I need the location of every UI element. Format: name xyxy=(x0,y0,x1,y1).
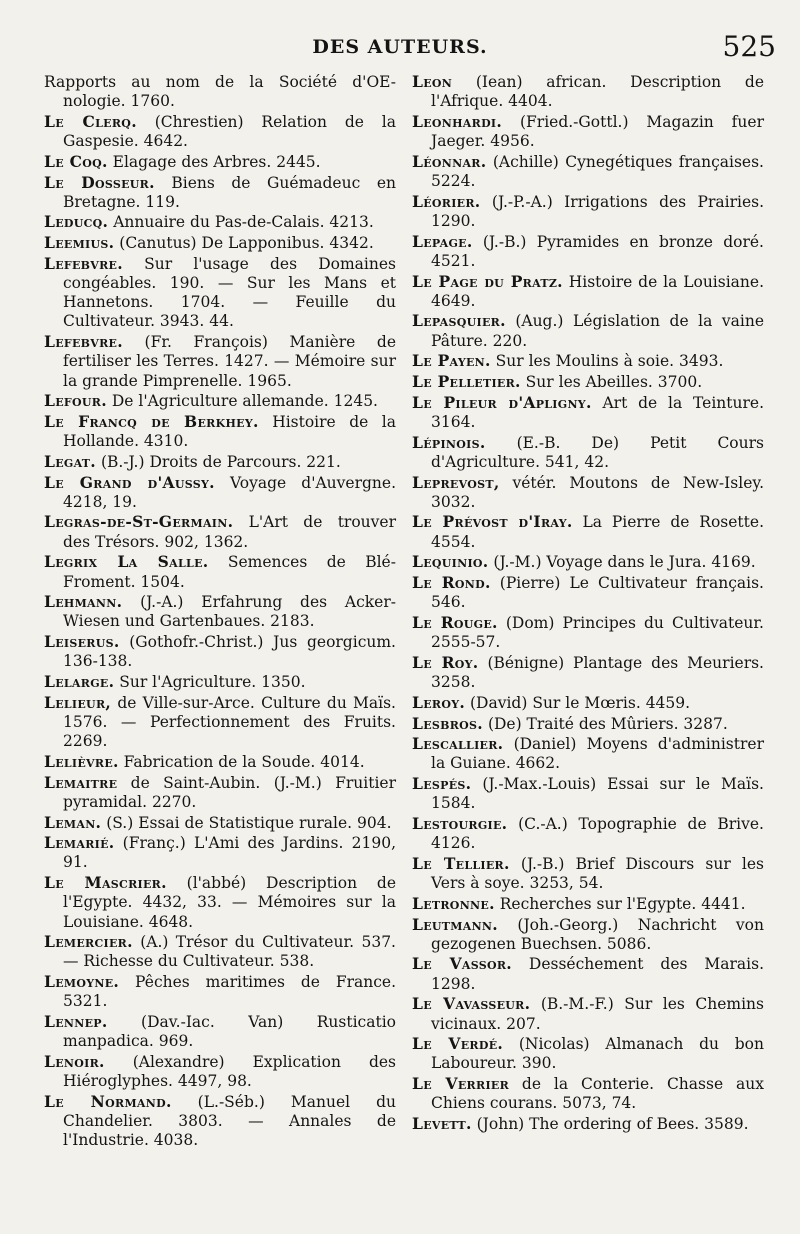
index-entry xyxy=(412,613,764,652)
entry-text: (Aug.) Législation de la vaine Pâture. 220. xyxy=(431,312,764,350)
index-entry xyxy=(44,752,396,772)
author-name: Leducq. xyxy=(44,212,109,232)
entry-text: Histoire de la Louisiane. 4649. xyxy=(431,272,764,310)
author-name: Le Pelletier. xyxy=(412,372,521,392)
author-name: Lemoyne. xyxy=(44,972,120,992)
entry-text: Rapports au nom de la Société d'OE-nologie. 1760. xyxy=(44,73,396,111)
index-entry xyxy=(44,254,396,332)
entry-text: (Iean) african. Description de l'Afrique. 4404. xyxy=(431,73,764,111)
entry-text: (Pierre) Le Cultivateur français. 546. xyxy=(431,574,764,612)
entry-text: Annuaire du Pas-de-Calais. 4213. xyxy=(113,213,374,232)
index-entry xyxy=(412,954,764,993)
index-entry xyxy=(44,1092,396,1151)
author-name: Legras-de-St-Germain. xyxy=(44,512,234,532)
index-entry xyxy=(44,972,396,1011)
entry-text: (J.-A.) Erfahrung des Acker-Wiesen und Gartenbaues. 2183. xyxy=(63,593,396,631)
entry-text: vétér. Moutons de New-Isley. 3032. xyxy=(431,473,764,511)
author-name: Le Rond. xyxy=(412,573,491,593)
entry-text: (C.-A.) Topographie de Brive. 4126. xyxy=(431,815,764,853)
author-name: Legat. xyxy=(44,451,96,471)
author-name: Le Normand. xyxy=(44,1091,172,1111)
index-entry xyxy=(412,372,764,392)
entry-text: (J.-P.-A.) Irrigations des Prairies. 1290. xyxy=(431,192,764,230)
entry-text: Art de la Teinture. 3164. xyxy=(431,393,764,431)
author-name: Le Coq. xyxy=(44,151,108,171)
index-entry xyxy=(44,833,396,872)
entry-text: de Saint-Aubin. (J.-M.) Fruitier pyramidal. 2270. xyxy=(63,773,396,811)
author-name: Legrix La Salle. xyxy=(44,552,209,572)
author-name: Le Rouge. xyxy=(412,612,498,632)
entry-text: (E.-B. De) Petit Cours d'Agriculture. 541, 42. xyxy=(431,433,764,471)
entry-text: (Gothofr.-Christ.) Jus georgicum. 136-138. xyxy=(63,633,396,671)
author-name: Lefebvre. xyxy=(44,253,123,273)
index-entry xyxy=(44,672,396,692)
entry-text: Biens de Guémadeuc en Bretagne. 119. xyxy=(63,173,396,211)
author-name: Lemarié. xyxy=(44,833,115,853)
entry-text: (Dom) Principes du Cultivateur. 2555-57. xyxy=(431,613,764,652)
page-number: 525 xyxy=(722,30,776,63)
author-name: Letronne. xyxy=(412,893,495,913)
entry-text: Desséchement des Marais. 1298. xyxy=(431,955,764,993)
entry-text: (Canutus) De Lapponibus. 4342. xyxy=(119,234,374,253)
entry-text: (Joh.-Georg.) Nachricht von gezogenen Buechsen. 5086. xyxy=(431,915,764,953)
author-name: Leon xyxy=(412,72,453,91)
author-name: Levett. xyxy=(412,1114,472,1134)
entry-text: (De) Traité des Mûriers. 3287. xyxy=(487,714,728,733)
index-entry xyxy=(412,1114,764,1134)
entry-text: Recherches sur l'Egypte. 4441. xyxy=(499,894,746,913)
entry-text: Sur l'usage des Domaines congéables. 190. — Sur les Mans et Hannetons. 1704. — Feuille du Cultivateur. 3943. 44. xyxy=(63,254,396,331)
index-entry xyxy=(412,311,764,350)
entry-text: La Pierre de Rosette. 4554. xyxy=(431,513,764,551)
author-name: Le Verrier xyxy=(412,1074,510,1094)
author-name: Léonnar. xyxy=(412,151,487,171)
entry-text: Pêches maritimes de France. 5321. xyxy=(63,973,396,1011)
author-name: Lelarge. xyxy=(44,672,115,692)
entry-text: (Chrestien) Relation de la Gaspesie. 4642. xyxy=(63,112,396,151)
entry-text: (l'abbé) Description de l'Egypte. 4432, 33. — Mémoires sur la Louisiane. 4648. xyxy=(63,874,396,931)
entry-text: Sur l'Agriculture. 1350. xyxy=(119,673,306,692)
entry-text: (B.-M.-F.) Sur les Chemins vicinaux. 207. xyxy=(431,995,764,1033)
author-name: Le Vassor. xyxy=(412,954,512,974)
entry-text: (S.) Essai de Statistique rurale. 904. xyxy=(106,813,392,832)
index-entry xyxy=(412,1034,764,1073)
entry-text: L'Art de trouver des Trésors. 902, 1362. xyxy=(63,513,396,551)
entry-text: (Fr. François) Manière de fertiliser les Terres. 1427. — Mémoire sur la grande Pimprenelle. 1965. xyxy=(63,333,396,390)
author-name: Leprevost, xyxy=(412,472,500,492)
index-entry xyxy=(44,412,396,451)
author-name: Le Dosseur. xyxy=(44,172,155,192)
index-entry xyxy=(412,552,764,572)
index-entry xyxy=(412,894,764,914)
entry-text: (John) The ordering of Bees. 3589. xyxy=(476,1115,749,1134)
entry-text: Voyage d'Auvergne. 4218, 19. xyxy=(63,473,396,511)
index-entry xyxy=(412,72,764,111)
author-name: Lenoir. xyxy=(44,1051,105,1071)
index-entry xyxy=(44,1052,396,1091)
index-entry xyxy=(412,915,764,954)
index-entry xyxy=(412,152,764,191)
author-name: Lestourgie. xyxy=(412,814,508,834)
entry-text: de Ville-sur-Arce. Culture du Maïs. 1576. — Perfectionnement des Fruits. 2269. xyxy=(63,693,396,751)
author-name: Lepasquier. xyxy=(412,311,506,331)
index-entry xyxy=(412,433,764,472)
author-name: Lehmann. xyxy=(44,592,123,612)
entry-text: Histoire de la Hollande. 4310. xyxy=(63,412,396,451)
entry-text: (Nicolas) Almanach du bon Laboureur. 390. xyxy=(431,1035,764,1073)
index-entry xyxy=(44,813,396,833)
entry-text: (Dav.-Iac. Van) Rusticatio manpadica. 969. xyxy=(63,1013,396,1051)
index-entry xyxy=(44,773,396,812)
right-column xyxy=(412,72,764,1135)
entry-text: (Bénigne) Plantage des Meuriers. 3258. xyxy=(431,653,764,692)
author-name: Le Payen. xyxy=(412,351,491,371)
index-entry xyxy=(412,272,764,311)
author-name: Leman. xyxy=(44,812,102,832)
author-name: Le Page du Pratz. xyxy=(412,271,563,291)
index-entry xyxy=(44,233,396,253)
entry-text: De l'Agriculture allemande. 1245. xyxy=(111,392,378,411)
index-entry xyxy=(412,994,764,1033)
author-name: Le Clerq. xyxy=(44,111,137,131)
author-name: Lescallier. xyxy=(412,734,504,754)
left-column xyxy=(44,72,396,1151)
author-name: Le Prévost d'Iray. xyxy=(412,512,573,532)
index-entry xyxy=(44,173,396,212)
author-name: Lelièvre. xyxy=(44,751,119,771)
running-head xyxy=(0,30,800,64)
author-name: Lefour. xyxy=(44,391,107,411)
author-name: Leroy. xyxy=(412,692,466,712)
index-entry xyxy=(44,932,396,971)
entry-text: (L.-Séb.) Manuel du Chandelier. 3803. — Annales de l'Industrie. 4038. xyxy=(63,1092,396,1150)
index-entry xyxy=(412,473,764,512)
index-entry xyxy=(412,693,764,713)
index-entry xyxy=(412,714,764,734)
entry-text: (Franç.) L'Ami des Jardins. 2190, 91. xyxy=(63,834,396,872)
author-name: Leonhardi. xyxy=(412,111,503,131)
index-entry xyxy=(412,1074,764,1113)
author-name: Lennep. xyxy=(44,1012,108,1032)
page-header-title: DES AUTEURS. xyxy=(312,36,488,58)
index-entry xyxy=(412,232,764,271)
author-name: Le Mascrier. xyxy=(44,873,167,893)
index-entry xyxy=(412,573,764,612)
index-entry xyxy=(412,192,764,231)
index-entry xyxy=(412,814,764,853)
index-entry xyxy=(44,452,396,472)
index-entry xyxy=(44,72,396,111)
entry-text: (B.-J.) Droits de Parcours. 221. xyxy=(100,452,341,471)
author-name: Lemercier. xyxy=(44,932,133,952)
entry-text: (Alexandre) Explication des Hiéroglyphes. 4497, 98. xyxy=(63,1052,396,1091)
entry-text: Sur les Moulins à soie. 3493. xyxy=(495,352,724,371)
index-entry xyxy=(44,473,396,512)
author-name: Lemaitre xyxy=(44,772,118,792)
entry-text: Elagage des Arbres. 2445. xyxy=(112,152,321,171)
entry-text: (J.-B.) Brief Discours sur les Vers à soye. 3253, 54. xyxy=(431,854,765,893)
index-entry xyxy=(412,112,764,151)
entry-text: (Fried.-Gottl.) Magazin fuer Jaeger. 4956. xyxy=(431,112,764,151)
author-name: Lequinio. xyxy=(412,552,489,572)
author-name: Lespés. xyxy=(412,774,472,794)
index-entry xyxy=(44,152,396,172)
index-entry xyxy=(44,112,396,151)
index-entry xyxy=(44,873,396,932)
author-name: Leutmann. xyxy=(412,914,498,934)
author-name: Le Vavasseur. xyxy=(412,994,531,1014)
entry-text: (J.-Max.-Louis) Essai sur le Maïs. 1584. xyxy=(431,775,764,813)
index-entry xyxy=(44,212,396,232)
author-name: Lefebvre. xyxy=(44,332,123,352)
entry-text: (A.) Trésor du Cultivateur. 537. — Richesse du Cultivateur. 538. xyxy=(63,933,396,971)
index-entry xyxy=(44,391,396,411)
author-name: Le Tellier. xyxy=(412,853,510,873)
entry-text: Semences de Blé-Froment. 1504. xyxy=(63,553,396,591)
index-entry xyxy=(44,592,396,631)
index-entry xyxy=(412,774,764,813)
entry-text: (J.-M.) Voyage dans le Jura. 4169. xyxy=(493,553,756,572)
author-name: Lepage. xyxy=(412,231,473,251)
index-entry xyxy=(412,653,764,692)
index-entry xyxy=(44,512,396,551)
author-name: Le Francq de Berkhey. xyxy=(44,411,259,431)
entry-text: (J.-B.) Pyramides en bronze doré. 4521. xyxy=(431,232,764,270)
author-name: Léorier. xyxy=(412,191,481,211)
author-name: Leemius. xyxy=(44,233,115,253)
author-name: Le Verdé. xyxy=(412,1034,504,1054)
index-entry xyxy=(412,854,764,893)
index-entry xyxy=(44,332,396,391)
author-name: Lépinois. xyxy=(412,432,486,452)
author-name: Leiserus. xyxy=(44,632,120,652)
index-entry xyxy=(44,693,396,752)
author-name: Lelieur, xyxy=(44,692,112,712)
index-entry xyxy=(412,351,764,371)
author-name: Lesbros. xyxy=(412,713,483,733)
entry-text: (David) Sur le Mœris. 4459. xyxy=(470,693,691,712)
author-name: Le Roy. xyxy=(412,652,479,672)
index-entry xyxy=(44,632,396,671)
author-name: Le Grand d'Aussy. xyxy=(44,472,215,492)
entry-text: Fabrication de la Soude. 4014. xyxy=(123,752,365,771)
entry-text: (Achille) Cynegétiques françaises. 5224. xyxy=(431,152,764,191)
index-entry xyxy=(44,552,396,591)
entry-text: Sur les Abeilles. 3700. xyxy=(525,373,703,392)
author-name: Le Pileur d'Apligny. xyxy=(412,392,592,412)
index-entry xyxy=(44,1012,396,1051)
entry-text: (Daniel) Moyens d'administrer la Guiane. 4662. xyxy=(431,735,764,773)
index-entry xyxy=(412,734,764,773)
entry-text: de la Conterie. Chasse aux Chiens courans. 5073, 74. xyxy=(431,1075,764,1113)
index-entry xyxy=(412,393,764,432)
index-entry xyxy=(412,512,764,551)
